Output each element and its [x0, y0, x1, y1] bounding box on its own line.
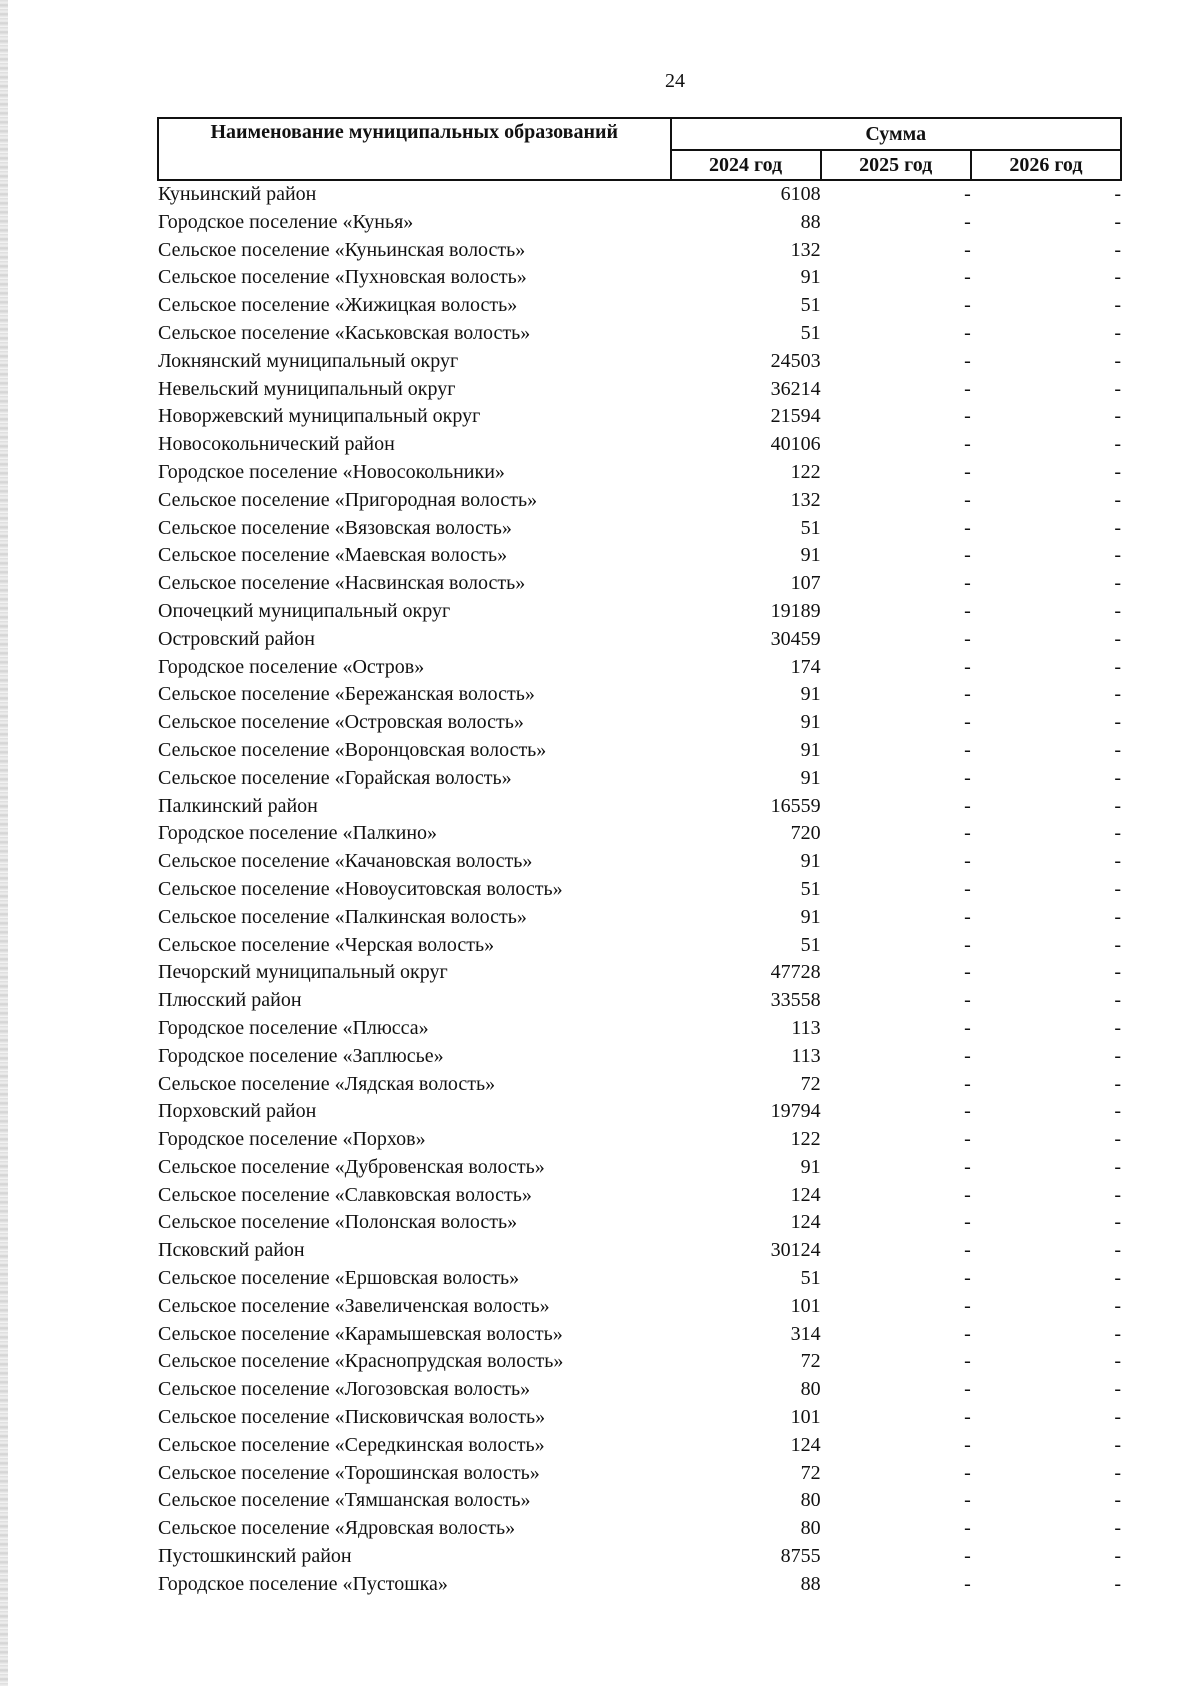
- table-row: [158, 320, 1121, 348]
- value-2026-cell: -: [1114, 850, 1121, 873]
- value-2025-cell: -: [964, 210, 971, 233]
- municipality-name-cell: Сельское поселение «Лядская волость»: [158, 1072, 496, 1095]
- municipality-name-cell: Сельское поселение «Торошинская волость»: [158, 1461, 540, 1484]
- table-body: [158, 180, 1121, 1599]
- value-2026-cell: -: [1114, 1350, 1121, 1373]
- value-2024-cell: 101: [790, 1406, 821, 1429]
- value-2024-cell: 124: [790, 1183, 821, 1206]
- value-2024-cell: 33558: [770, 989, 821, 1012]
- municipality-name-cell: Сельское поселение «Куньинская волость»: [158, 238, 526, 261]
- municipality-name-cell: Сельское поселение «Насвинская волость»: [158, 572, 526, 595]
- value-2025-cell: -: [964, 1183, 971, 1206]
- value-2025-cell: -: [964, 433, 971, 456]
- municipality-name-cell: Городское поселение «Порхов»: [158, 1128, 426, 1151]
- municipality-name-cell: Плюсский район: [158, 989, 302, 1012]
- table-row: [158, 987, 1121, 1015]
- value-2024-cell: 21594: [770, 405, 821, 428]
- year-2026-header: 2026 год: [971, 150, 1121, 180]
- value-2024-cell: 107: [790, 572, 821, 595]
- value-2025-cell: -: [964, 377, 971, 400]
- municipality-name-cell: Невельский муниципальный округ: [158, 377, 456, 400]
- value-2026-cell: -: [1114, 294, 1121, 317]
- municipality-name-cell: Сельское поселение «Палкинская волость»: [158, 905, 527, 928]
- table-row: [158, 709, 1121, 737]
- municipality-name-cell: Сельское поселение «Краснопрудская волость»: [158, 1350, 564, 1373]
- table-row: [158, 1237, 1121, 1265]
- value-2024-cell: 91: [800, 683, 821, 706]
- municipality-name-cell: Сельское поселение «Тямшанская волость»: [158, 1489, 531, 1512]
- year-2024-header: 2024 год: [671, 150, 821, 180]
- value-2026-cell: -: [1114, 1572, 1121, 1595]
- table-row: [158, 348, 1121, 376]
- value-2025-cell: -: [964, 1433, 971, 1456]
- table-row: [158, 876, 1121, 904]
- value-2024-cell: 24503: [770, 349, 821, 372]
- municipality-name-cell: Островский район: [158, 627, 315, 650]
- value-2025-cell: -: [964, 655, 971, 678]
- table-row: [158, 737, 1121, 765]
- page-number: 24: [665, 70, 685, 92]
- table-row: [158, 598, 1121, 626]
- table-row: [158, 1432, 1121, 1460]
- table-row: [158, 1015, 1121, 1043]
- value-2026-cell: -: [1114, 822, 1121, 845]
- municipality-name-cell: Сельское поселение «Воронцовская волость»: [158, 738, 547, 761]
- value-2025-cell: -: [964, 238, 971, 261]
- value-2026-cell: -: [1114, 1517, 1121, 1540]
- value-2024-cell: 122: [790, 1128, 821, 1151]
- value-2026-cell: -: [1114, 1044, 1121, 1067]
- table-row: [158, 1348, 1121, 1376]
- table-row: [158, 515, 1121, 543]
- municipality-name-cell: Куньинский район: [158, 183, 317, 205]
- value-2026-cell: -: [1114, 460, 1121, 483]
- value-2026-cell: -: [1114, 1545, 1121, 1568]
- value-2024-cell: 88: [800, 1572, 821, 1595]
- value-2026-cell: -: [1114, 989, 1121, 1012]
- table-row: [158, 180, 1121, 209]
- value-2024-cell: 72: [800, 1072, 821, 1095]
- municipality-name-cell: Печорский муниципальный округ: [158, 961, 448, 984]
- municipality-name-cell: Городское поселение «Кунья»: [158, 210, 414, 233]
- value-2026-cell: -: [1114, 488, 1121, 511]
- value-2025-cell: -: [964, 349, 971, 372]
- municipality-name-cell: Сельское поселение «Пригородная волость»: [158, 488, 538, 511]
- table-row: [158, 654, 1121, 682]
- table-header: [158, 118, 1121, 180]
- value-2026-cell: -: [1114, 1183, 1121, 1206]
- value-2025-cell: -: [964, 1489, 971, 1512]
- municipality-name-cell: Локнянский муниципальный округ: [158, 349, 459, 372]
- value-2025-cell: -: [964, 933, 971, 956]
- value-2024-cell: 80: [800, 1378, 821, 1401]
- value-2025-cell: -: [964, 1545, 971, 1568]
- value-2025-cell: -: [964, 516, 971, 539]
- value-2024-cell: 8755: [780, 1545, 821, 1568]
- table-row: [158, 431, 1121, 459]
- value-2024-cell: 91: [800, 266, 821, 289]
- municipality-name-cell: Сельское поселение «Маевская волость»: [158, 544, 508, 567]
- value-2025-cell: -: [964, 850, 971, 873]
- value-2026-cell: -: [1114, 1489, 1121, 1512]
- value-2026-cell: -: [1114, 961, 1121, 984]
- value-2024-cell: 16559: [770, 794, 821, 817]
- value-2026-cell: -: [1114, 794, 1121, 817]
- value-2024-cell: 122: [790, 460, 821, 483]
- value-2024-cell: 174: [790, 655, 821, 678]
- municipality-name-cell: Городское поселение «Новосокольники»: [158, 460, 505, 483]
- table-row: [158, 570, 1121, 598]
- municipality-name-cell: Сельское поселение «Славковская волость»: [158, 1183, 532, 1206]
- value-2025-cell: -: [964, 1350, 971, 1373]
- value-2026-cell: -: [1114, 572, 1121, 595]
- value-2025-cell: -: [964, 1406, 971, 1429]
- table-row: [158, 793, 1121, 821]
- municipality-name-cell: Сельское поселение «Островская волость»: [158, 711, 524, 734]
- municipality-name-cell: Городское поселение «Остров»: [158, 655, 425, 678]
- table-row: [158, 1376, 1121, 1404]
- value-2025-cell: -: [964, 1294, 971, 1317]
- municipality-name-cell: Сельское поселение «Писковичская волость»: [158, 1406, 546, 1429]
- table-row: [158, 1293, 1121, 1321]
- value-2025-cell: -: [964, 822, 971, 845]
- value-2024-cell: 51: [800, 933, 821, 956]
- table-row: [158, 681, 1121, 709]
- value-2024-cell: 36214: [770, 377, 821, 400]
- table-row: [158, 1154, 1121, 1182]
- value-2024-cell: 51: [800, 321, 821, 344]
- municipality-name-cell: Городское поселение «Палкино»: [158, 822, 438, 845]
- value-2026-cell: -: [1114, 1267, 1121, 1290]
- value-2025-cell: -: [964, 627, 971, 650]
- municipality-name-cell: Сельское поселение «Вязовская волость»: [158, 516, 512, 539]
- table-row: [158, 1404, 1121, 1432]
- table-row: [158, 1265, 1121, 1293]
- value-2026-cell: -: [1114, 210, 1121, 233]
- municipality-name-cell: Сельское поселение «Каськовская волость»: [158, 321, 531, 344]
- value-2024-cell: 19189: [770, 599, 821, 622]
- value-2024-cell: 91: [800, 850, 821, 873]
- value-2026-cell: -: [1114, 1322, 1121, 1345]
- municipality-name-cell: Сельское поселение «Ершовская волость»: [158, 1267, 520, 1290]
- scan-edge: [0, 0, 8, 1686]
- value-2026-cell: -: [1114, 1016, 1121, 1039]
- value-2025-cell: -: [964, 321, 971, 344]
- value-2024-cell: 314: [790, 1322, 821, 1345]
- value-2024-cell: 30459: [770, 627, 821, 650]
- value-2024-cell: 124: [790, 1211, 821, 1234]
- value-2025-cell: -: [964, 572, 971, 595]
- value-2026-cell: -: [1114, 1072, 1121, 1095]
- table-row: [158, 1043, 1121, 1071]
- value-2024-cell: 91: [800, 905, 821, 928]
- value-2025-cell: -: [964, 738, 971, 761]
- value-2025-cell: -: [964, 711, 971, 734]
- municipality-name-cell: Городское поселение «Плюсса»: [158, 1016, 429, 1039]
- table-row: [158, 820, 1121, 848]
- municipality-name-cell: Сельское поселение «Карамышевская волость»: [158, 1322, 563, 1345]
- value-2025-cell: -: [964, 405, 971, 428]
- value-2026-cell: -: [1114, 1239, 1121, 1262]
- value-2025-cell: -: [964, 989, 971, 1012]
- year-2025-header: 2025 год: [821, 150, 971, 180]
- value-2025-cell: -: [964, 1100, 971, 1123]
- value-2026-cell: -: [1114, 1128, 1121, 1151]
- municipality-name-cell: Сельское поселение «Черская волость»: [158, 933, 495, 956]
- value-2025-cell: -: [964, 460, 971, 483]
- value-2024-cell: 91: [800, 711, 821, 734]
- value-2026-cell: -: [1114, 433, 1121, 456]
- municipality-name-cell: Опочецкий муниципальный округ: [158, 599, 451, 622]
- value-2024-cell: 132: [790, 488, 821, 511]
- value-2026-cell: -: [1114, 1294, 1121, 1317]
- table-row: [158, 932, 1121, 960]
- municipality-name-cell: Городское поселение «Пустошка»: [158, 1572, 448, 1595]
- value-2025-cell: -: [964, 1239, 971, 1262]
- value-2024-cell: 40106: [770, 433, 821, 456]
- value-2024-cell: 91: [800, 766, 821, 789]
- municipality-name-cell: Палкинский район: [158, 794, 318, 817]
- value-2024-cell: 51: [800, 1267, 821, 1290]
- municipality-name-cell: Сельское поселение «Середкинская волость»: [158, 1433, 545, 1456]
- table-row: [158, 1515, 1121, 1543]
- value-2024-cell: 80: [800, 1517, 821, 1540]
- sum-column-header: Сумма: [671, 118, 1122, 150]
- municipality-name-cell: Новосокольнический район: [158, 433, 395, 456]
- table-row: [158, 459, 1121, 487]
- value-2026-cell: -: [1114, 321, 1121, 344]
- value-2024-cell: 88: [800, 210, 821, 233]
- value-2025-cell: -: [964, 1267, 971, 1290]
- municipality-name-cell: Сельское поселение «Дубровенская волость»: [158, 1155, 545, 1178]
- value-2025-cell: -: [964, 683, 971, 706]
- table-row: [158, 209, 1121, 237]
- budget-table: [157, 117, 1122, 1599]
- value-2025-cell: -: [964, 1322, 971, 1345]
- value-2025-cell: -: [964, 1572, 971, 1595]
- value-2025-cell: -: [964, 266, 971, 289]
- value-2025-cell: -: [964, 905, 971, 928]
- value-2026-cell: -: [1114, 349, 1121, 372]
- value-2026-cell: -: [1114, 877, 1121, 900]
- value-2026-cell: -: [1114, 266, 1121, 289]
- value-2024-cell: 72: [800, 1461, 821, 1484]
- value-2026-cell: -: [1114, 933, 1121, 956]
- value-2025-cell: -: [964, 1211, 971, 1234]
- value-2026-cell: -: [1114, 1461, 1121, 1484]
- value-2024-cell: 113: [791, 1016, 821, 1039]
- value-2026-cell: -: [1114, 599, 1121, 622]
- municipality-name-cell: Сельское поселение «Полонская волость»: [158, 1211, 518, 1234]
- table-row: [158, 1487, 1121, 1515]
- value-2025-cell: -: [964, 766, 971, 789]
- table-row: [158, 1182, 1121, 1210]
- value-2026-cell: -: [1114, 683, 1121, 706]
- municipality-name-cell: Порховский район: [158, 1100, 317, 1123]
- value-2026-cell: -: [1114, 238, 1121, 261]
- table-row: [158, 1209, 1121, 1237]
- value-2024-cell: 132: [790, 238, 821, 261]
- value-2025-cell: -: [964, 1378, 971, 1401]
- value-2026-cell: -: [1114, 377, 1121, 400]
- table-row: [158, 848, 1121, 876]
- table-row: [158, 1571, 1121, 1599]
- value-2026-cell: -: [1114, 1155, 1121, 1178]
- value-2026-cell: -: [1114, 1406, 1121, 1429]
- value-2026-cell: -: [1114, 655, 1121, 678]
- municipality-name-cell: Сельское поселение «Пухновская волость»: [158, 266, 527, 289]
- table-row: [158, 1071, 1121, 1099]
- name-column-header: Наименование муниципальных образований: [158, 118, 671, 180]
- municipality-name-cell: Сельское поселение «Ядровская волость»: [158, 1517, 516, 1540]
- municipality-name-cell: Новоржевский муниципальный округ: [158, 405, 481, 428]
- municipality-name-cell: Сельское поселение «Новоуситовская волость»: [158, 877, 563, 900]
- value-2026-cell: -: [1114, 1211, 1121, 1234]
- value-2024-cell: 19794: [770, 1100, 821, 1123]
- table-row: [158, 1126, 1121, 1154]
- municipality-name-cell: Городское поселение «Заплюсье»: [158, 1044, 444, 1067]
- value-2025-cell: -: [964, 1461, 971, 1484]
- value-2026-cell: -: [1114, 1433, 1121, 1456]
- value-2024-cell: 72: [800, 1350, 821, 1373]
- value-2025-cell: -: [964, 794, 971, 817]
- value-2025-cell: -: [964, 1155, 971, 1178]
- value-2024-cell: 6108: [780, 183, 821, 205]
- table-row: [158, 376, 1121, 404]
- municipality-name-cell: Пустошкинский район: [158, 1545, 352, 1568]
- value-2026-cell: -: [1114, 711, 1121, 734]
- table-row: [158, 904, 1121, 932]
- table-row: [158, 542, 1121, 570]
- value-2025-cell: -: [964, 877, 971, 900]
- table-row: [158, 487, 1121, 515]
- value-2025-cell: -: [964, 599, 971, 622]
- value-2026-cell: -: [1114, 1100, 1121, 1123]
- value-2024-cell: 80: [800, 1489, 821, 1512]
- value-2024-cell: 91: [800, 1155, 821, 1178]
- value-2025-cell: -: [964, 1128, 971, 1151]
- municipality-name-cell: Сельское поселение «Завеличенская волость»: [158, 1294, 550, 1317]
- value-2026-cell: -: [1114, 516, 1121, 539]
- value-2026-cell: -: [1114, 544, 1121, 567]
- table-row: [158, 292, 1121, 320]
- value-2024-cell: 124: [790, 1433, 821, 1456]
- table-row: [158, 626, 1121, 654]
- municipality-name-cell: Псковский район: [158, 1239, 305, 1262]
- value-2025-cell: -: [964, 488, 971, 511]
- value-2026-cell: -: [1114, 405, 1121, 428]
- value-2024-cell: 720: [790, 822, 821, 845]
- municipality-name-cell: Сельское поселение «Жижицкая волость»: [158, 294, 518, 317]
- value-2024-cell: 47728: [770, 961, 821, 984]
- value-2026-cell: -: [1114, 1378, 1121, 1401]
- table-row: [158, 1098, 1121, 1126]
- value-2026-cell: -: [1114, 766, 1121, 789]
- table-row: [158, 403, 1121, 431]
- table-row: [158, 959, 1121, 987]
- value-2024-cell: 91: [800, 738, 821, 761]
- table-row: [158, 264, 1121, 292]
- municipality-name-cell: Сельское поселение «Качановская волость»: [158, 850, 533, 873]
- table-row: [158, 765, 1121, 793]
- value-2024-cell: 91: [800, 544, 821, 567]
- value-2025-cell: -: [964, 1016, 971, 1039]
- table-row: [158, 1543, 1121, 1571]
- table-row: [158, 1321, 1121, 1349]
- table-row: [158, 1460, 1121, 1488]
- value-2025-cell: -: [964, 1044, 971, 1067]
- value-2025-cell: -: [964, 294, 971, 317]
- value-2025-cell: -: [964, 183, 971, 205]
- value-2024-cell: 51: [800, 877, 821, 900]
- value-2026-cell: -: [1114, 183, 1121, 205]
- value-2024-cell: 113: [791, 1044, 821, 1067]
- value-2025-cell: -: [964, 1517, 971, 1540]
- value-2025-cell: -: [964, 1072, 971, 1095]
- value-2024-cell: 51: [800, 516, 821, 539]
- value-2024-cell: 101: [790, 1294, 821, 1317]
- value-2025-cell: -: [964, 544, 971, 567]
- value-2026-cell: -: [1114, 738, 1121, 761]
- value-2025-cell: -: [964, 961, 971, 984]
- value-2026-cell: -: [1114, 627, 1121, 650]
- municipality-name-cell: Сельское поселение «Горайская волость»: [158, 766, 512, 789]
- value-2024-cell: 30124: [770, 1239, 821, 1262]
- municipality-name-cell: Сельское поселение «Бережанская волость»: [158, 683, 535, 706]
- table-row: [158, 237, 1121, 265]
- value-2026-cell: -: [1114, 905, 1121, 928]
- value-2024-cell: 51: [800, 294, 821, 317]
- municipality-name-cell: Сельское поселение «Логозовская волость»: [158, 1378, 531, 1401]
